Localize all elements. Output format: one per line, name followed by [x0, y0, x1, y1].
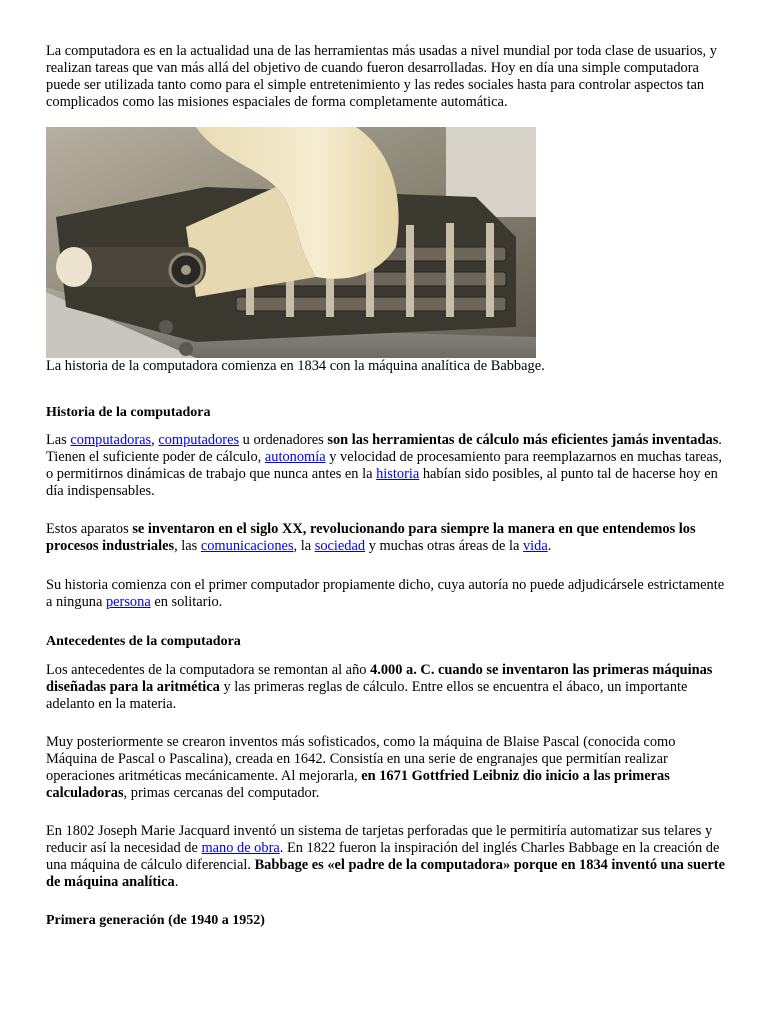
section-heading-antecedentes: Antecedentes de la computadora: [46, 634, 241, 649]
babbage-machine-photo: [46, 127, 536, 358]
image-caption: La historia de la computadora comienza en 1834 con la máquina analítica de Babbage.: [46, 358, 545, 374]
section-heading-historia: Historia de la computadora: [46, 405, 211, 420]
intro-paragraph: La computadora es en la actualidad una de las herramientas más usadas a nivel mundial por toda clase de usuarios, y realizan tareas que van más allá del objetivo de cuando fueron desarrolladas. Hoy en día una simple computadora puede ser utilizada tanto como para el simple entretenimiento y las redes sociales hasta para controlar aspectos tan complicados como las misiones espaciales de forma completamente automática.: [46, 43, 717, 110]
link-historia[interactable]: historia: [376, 466, 420, 482]
link-computadores[interactable]: computadores: [158, 432, 240, 448]
link-persona[interactable]: persona: [105, 594, 151, 610]
link-sociedad[interactable]: sociedad: [314, 538, 366, 554]
antecedentes-paragraph-2: Muy posteriormente se crearon inventos más sofisticados, como la máquina de Blaise Pascal (conocida como Máquina de Pascal o Pascalina), creada en 1642. Consistía en una serie de engranajes que permitían realizar operaciones aritméticas mecánicamente. Al mejorarla, en 1671 Gottfried Leibniz dio inicio a las primeras calculadoras, primas cercanas del computador.: [46, 734, 676, 801]
link-computadoras[interactable]: computadoras: [70, 432, 152, 448]
section-heading-primera-generacion: Primera generación (de 1940 a 1952): [46, 913, 265, 928]
historia-paragraph-3: Su historia comienza con el primer computador propiamente dicho, cuya autoría no puede adjudicársele estrictamente a ninguna persona en solitario.: [46, 577, 725, 610]
link-vida[interactable]: vida: [522, 538, 548, 554]
antecedentes-paragraph-3: En 1802 Joseph Marie Jacquard inventó un sistema de tarjetas perforadas que le permitiría automatizar sus telares y reducir así la necesidad de mano de obra. En 1822 fueron la inspiración del inglés Charles Babbage en la creación de una máquina de cálculo diferencial. Babbage es «el padre de la computadora» porque en 1834 inventó una suerte de máquina analítica.: [46, 823, 725, 890]
link-mano-de-obra[interactable]: mano de obra: [201, 840, 280, 856]
antecedentes-paragraph-1: Los antecedentes de la computadora se remontan al año 4.000 a. C. cuando se inventaron las primeras máquinas diseñadas para la aritmética y las primeras reglas de cálculo. Entre ellos se encuentra el ábaco, un importante adelanto en la materia.: [46, 662, 713, 712]
machine-illustration: [46, 127, 536, 358]
link-autonomia[interactable]: autonomía: [264, 449, 326, 465]
historia-paragraph-1: Las computadoras, computadores u ordenadores son las herramientas de cálculo más eficientes jamás inventadas. Tienen el suficiente poder de cálculo, autonomía y velocidad de procesamiento para reemplazarnos en muchas tareas, o permitirnos dinámicas de trabajo que nunca antes en la historia habían sido posibles, al punto tal de hacerse hoy en día indispensables.: [46, 432, 722, 499]
link-comunicaciones[interactable]: comunicaciones: [200, 538, 294, 554]
historia-paragraph-2: Estos aparatos se inventaron en el siglo XX, revolucionando para siempre la manera en que entendemos los procesos industriales, las comunicaciones, la sociedad y muchas otras áreas de la vida.: [46, 521, 696, 554]
